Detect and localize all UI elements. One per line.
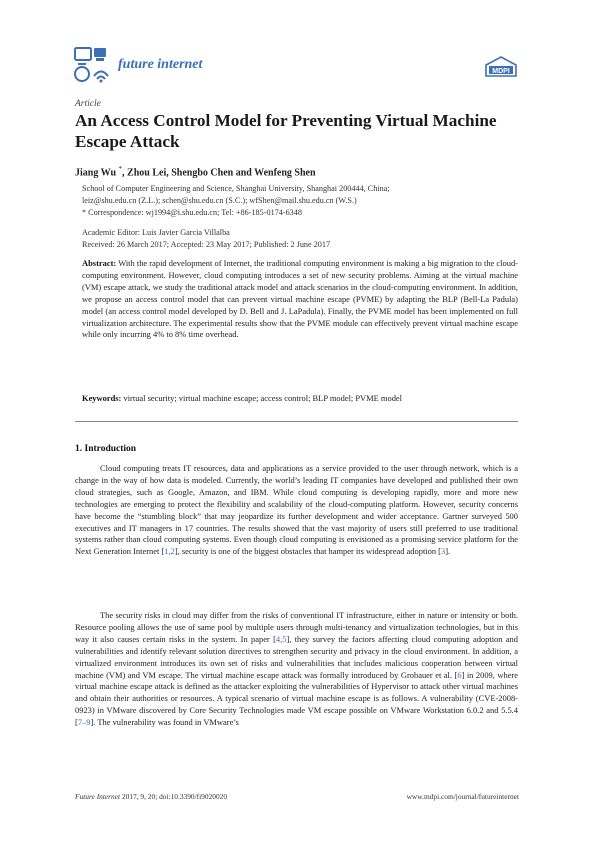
paragraph-2	[75, 610, 518, 729]
author-list	[75, 165, 316, 178]
article-type-label: Article	[75, 99, 101, 109]
paragraph-1-text: ].	[445, 546, 451, 557]
mdpi-logo-icon	[484, 56, 518, 78]
paragraph-2-text: ], they survey the factors affecting cloud computing adoption and vulnerabilities and identify relevant solution directives to strengthen security and privacy in the cloud environment. In addition, a virtualized environment introduces its own set of risks and vulnerabilities that includes malicious cooperation between virtual machine (VM) and VM escape. The virtual machine escape attack was formally introduced by Grobauer et al. [	[75, 633, 518, 680]
academic-editor: Academic Editor: Luis Javier Garcia Villalba	[82, 228, 230, 237]
citation-link[interactable]: 7–9	[77, 717, 91, 728]
abstract-text: With the rapid development of Internet, the traditional computing environment is making a big migration to the cloud-computing environment. However, cloud computing introduces a set of new security problems. Aiming at the virtual machine (VM) escape attack, we study the traditional attack model and attack scenarios in the cloud-computing environment. In addition, we propose an access control model that can prevent virtual machine escape (PVME) by adapting the BLP (Bell-La Padula) model (an access control model developed by D. Bell and J. LaPadula). Finally, the PVME model has been implemented on full virtualization architecture. The experimental results show that the PVME module can effectively prevent virtual machine escape while only incurring 4% to 8% time overhead.	[82, 258, 518, 340]
keywords	[82, 393, 518, 405]
footer-doi: 2017, 9, 20; doi:10.3390/fi9020020	[120, 792, 228, 801]
journal-logo-icon	[74, 46, 112, 84]
abstract-label: Abstract:	[82, 258, 117, 268]
publication-dates: Received: 26 March 2017; Accepted: 23 May 2017; Published: 2 June 2017	[82, 240, 331, 249]
citation-link[interactable]: 4,5	[275, 633, 287, 644]
paragraph-2-text: ] in 2009, where virtual machine escape attack is defined as the attacker exploiting the vulnerabilities of Hypervisor to attack other virtual machines and obtain their authorities or resources. A typical scenario of virtual machine escape is as follows. A vulnerability (CVE-2008-0923) in VMware discovered by Core Security Technologies made VM escape possible on VMware Workstation 6.0.2 and 5.5.4 [	[75, 669, 518, 728]
abstract	[82, 258, 518, 341]
footer-url[interactable]: www.mdpi.com/journal/futureinternet	[406, 792, 519, 801]
footer-citation	[75, 792, 227, 801]
footer-journal: Future Internet	[75, 792, 121, 801]
keywords-label: Keywords:	[82, 393, 122, 403]
svg-text:MDPI: MDPI	[492, 68, 510, 75]
author-name-first: Jiang Wu	[75, 167, 119, 179]
author-names-rest: , Zhou Lei, Shengbo Chen and Wenfeng Shen	[122, 167, 316, 179]
paragraph-2-text: The security risks in cloud may differ from the risks of conventional IT infrastructure, either in nature or intensity or both. Resource pooling allows the use of same pool by multiple users through multi-tenancy and virtualization technologies, but in this way it also causes certain risks in the system. In paper [	[75, 610, 518, 644]
paragraph-1-text: ], security is one of the biggest obstacles that hamper its widespread adoption [	[174, 546, 441, 557]
paragraph-1-text: Cloud computing treats IT resources, data and applications as a service provided to the user through network, which is a change in the way of how data is modeled. Currently, the world’s leading IT companies have developed and published their own cloud strategies, such as Google, Amazon, and IBM. While cloud computing is developing rapidly, more and more new technologies are emerging to protect the flexibility and scalability of the cloud-computing platform. However, security concerns have become the “stumbling block” that may jeopardize its further development and wider acceptance. Gartner surveyed 500 executives and IT managers in 17 countries. The results showed that the vast majority of users still preferred to use traditional systems rather than cloud computing systems. Even though cloud computing is envisioned as a promising service platform for the Next Generation Internet [	[75, 463, 518, 557]
paragraph-1	[75, 463, 518, 558]
citation-link[interactable]: 3	[441, 546, 446, 557]
correspondence-marker: *	[118, 165, 123, 173]
paragraph-2-text: ]. The vulnerability was found in VMware’s	[90, 717, 239, 728]
affiliation-emails: leiz@shu.edu.cn (Z.L.); schen@shu.edu.cn (S.C.); wfShen@mail.shu.edu.cn (W.S.)	[82, 196, 357, 205]
journal-name: future internet	[118, 57, 203, 72]
citation-link[interactable]: 6	[457, 669, 462, 680]
divider	[75, 421, 518, 422]
keywords-text: virtual security; virtual machine escape; access control; BLP model; PVME model	[121, 393, 403, 403]
correspondence-line: * Correspondence: wj1994@i.shu.edu.cn; Tel: +86-185-0174-6348	[82, 208, 302, 217]
paper-title: An Access Control Model for Preventing Virtual Machine Escape Attack	[75, 111, 497, 151]
affiliation-line-1: School of Computer Engineering and Science, Shanghai University, Shanghai 200444, China;	[82, 184, 390, 193]
section-title-introduction: 1. Introduction	[75, 444, 137, 454]
citation-link[interactable]: 1,2	[164, 546, 175, 557]
